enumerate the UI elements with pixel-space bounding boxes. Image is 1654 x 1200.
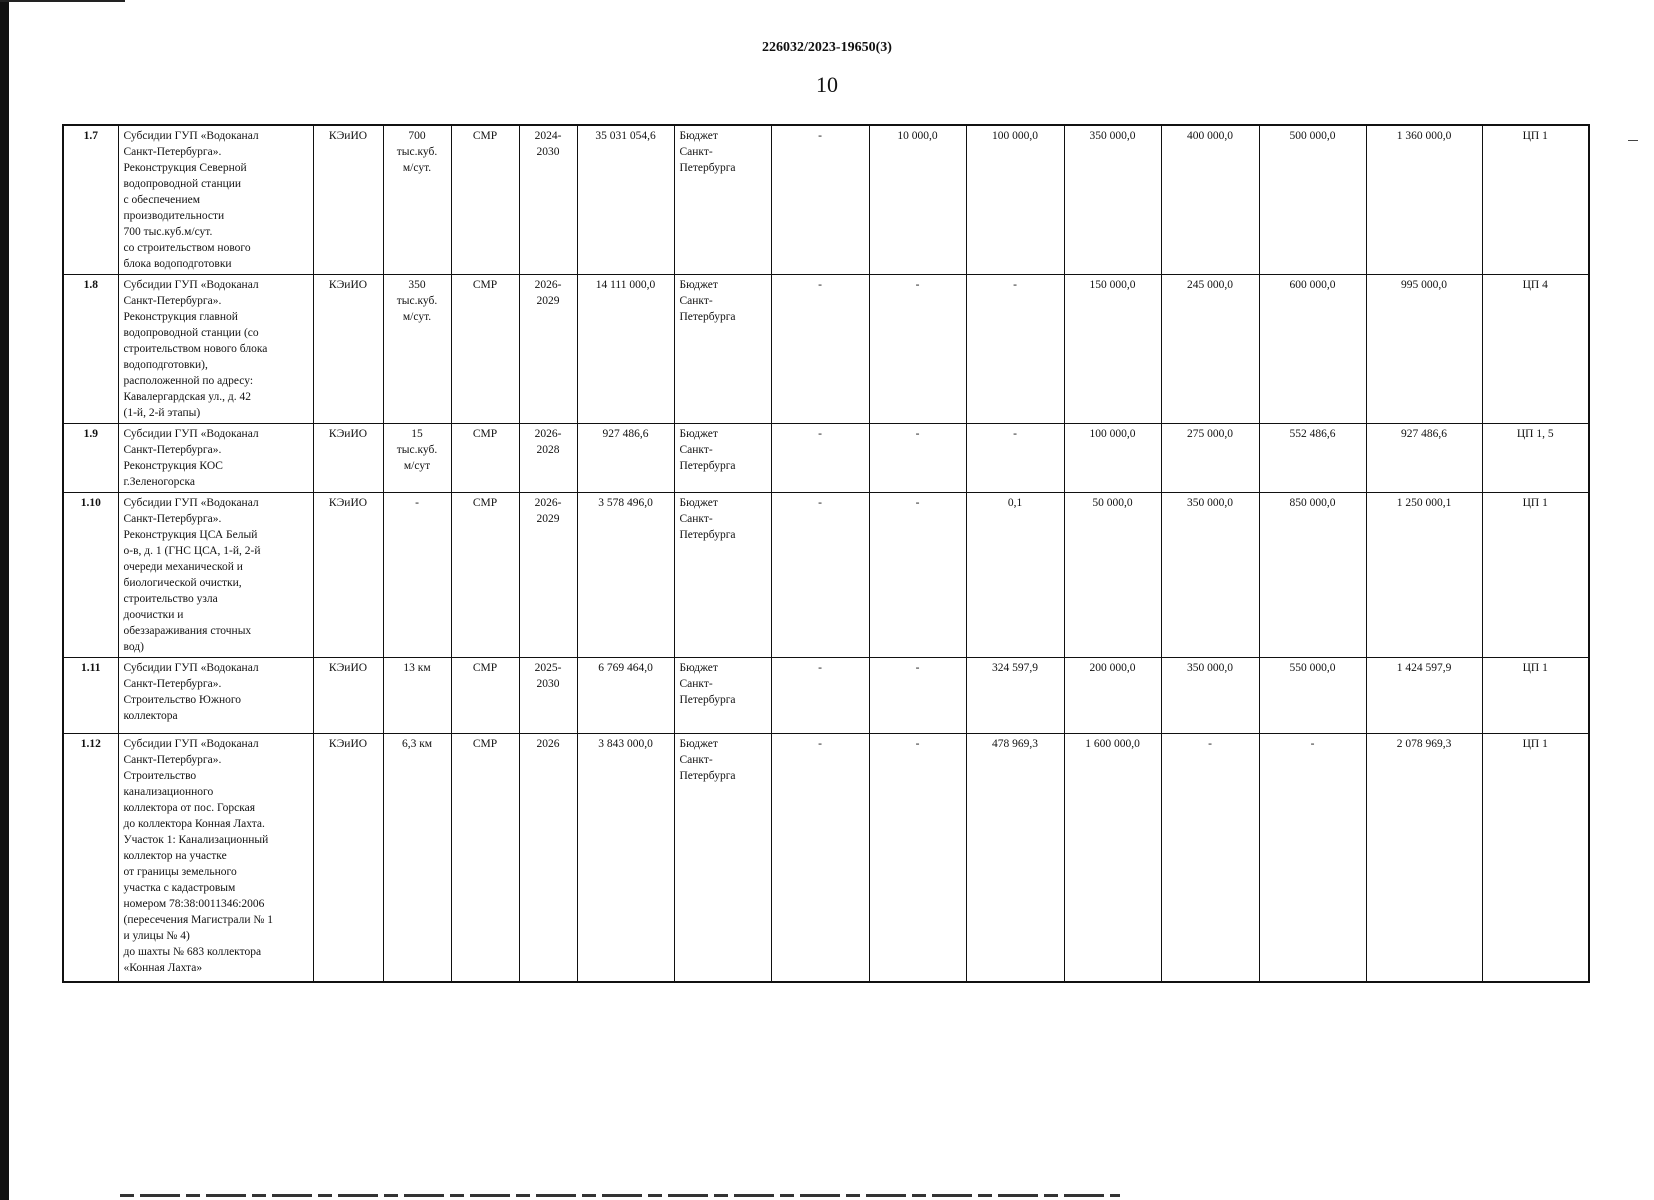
row-value-3: 478 969,3 — [966, 734, 1064, 982]
row-value-4: 1 600 000,0 — [1064, 734, 1161, 982]
row-funding-source: Бюджет Санкт- Петербурга — [674, 275, 771, 424]
row-period: 2025- 2030 — [519, 658, 577, 734]
row-work-type: СМР — [451, 424, 519, 493]
row-period: 2026 — [519, 734, 577, 982]
row-value-3: 100 000,0 — [966, 125, 1064, 275]
row-sum: 995 000,0 — [1366, 275, 1482, 424]
row-work-type: СМР — [451, 275, 519, 424]
row-sum: 1 424 597,9 — [1366, 658, 1482, 734]
row-total-cost: 3 843 000,0 — [577, 734, 674, 982]
row-value-1: - — [771, 275, 869, 424]
scan-side-mark — [1628, 140, 1638, 141]
row-value-6: 850 000,0 — [1259, 493, 1366, 658]
row-value-2: - — [869, 734, 966, 982]
subsidy-table — [62, 124, 1590, 983]
row-value-4: 100 000,0 — [1064, 424, 1161, 493]
row-funding-source: Бюджет Санкт- Петербурга — [674, 658, 771, 734]
row-value-4: 350 000,0 — [1064, 125, 1161, 275]
row-value-4: 200 000,0 — [1064, 658, 1161, 734]
table-row — [63, 125, 1589, 275]
row-work-type: СМР — [451, 658, 519, 734]
row-value-5: 400 000,0 — [1161, 125, 1259, 275]
row-goal: ЦП 1, 5 — [1482, 424, 1589, 493]
row-organization: КЭиИО — [313, 734, 383, 982]
row-sum: 1 250 000,1 — [1366, 493, 1482, 658]
row-work-type: СМР — [451, 734, 519, 982]
row-value-4: 50 000,0 — [1064, 493, 1161, 658]
row-number: 1.11 — [63, 658, 118, 734]
row-value-5: - — [1161, 734, 1259, 982]
row-number: 1.7 — [63, 125, 118, 275]
row-goal: ЦП 1 — [1482, 658, 1589, 734]
row-value-3: - — [966, 275, 1064, 424]
row-value-6: 600 000,0 — [1259, 275, 1366, 424]
row-organization: КЭиИО — [313, 493, 383, 658]
row-capacity: 350 тыс.куб. м/сут. — [383, 275, 451, 424]
row-period: 2024- 2030 — [519, 125, 577, 275]
row-value-1: - — [771, 424, 869, 493]
row-value-2: - — [869, 658, 966, 734]
row-sum: 927 486,6 — [1366, 424, 1482, 493]
row-organization: КЭиИО — [313, 275, 383, 424]
row-value-3: - — [966, 424, 1064, 493]
row-number: 1.8 — [63, 275, 118, 424]
row-funding-source: Бюджет Санкт- Петербурга — [674, 734, 771, 982]
table-row — [63, 658, 1589, 734]
row-organization: КЭиИО — [313, 125, 383, 275]
row-value-5: 245 000,0 — [1161, 275, 1259, 424]
row-period: 2026- 2028 — [519, 424, 577, 493]
row-value-5: 350 000,0 — [1161, 493, 1259, 658]
row-value-4: 150 000,0 — [1064, 275, 1161, 424]
row-period: 2026- 2029 — [519, 493, 577, 658]
row-capacity: 15 тыс.куб. м/сут — [383, 424, 451, 493]
row-work-type: СМР — [451, 125, 519, 275]
row-goal: ЦП 1 — [1482, 493, 1589, 658]
row-total-cost: 35 031 054,6 — [577, 125, 674, 275]
row-work-type: СМР — [451, 493, 519, 658]
row-value-3: 0,1 — [966, 493, 1064, 658]
row-value-2: - — [869, 424, 966, 493]
row-sum: 1 360 000,0 — [1366, 125, 1482, 275]
row-total-cost: 14 111 000,0 — [577, 275, 674, 424]
row-description: Субсидии ГУП «Водоканал Санкт-Петербурга». Реконструкция Северной водопроводной станции с обеспечением производительности 700 тыс.куб.м/сут. со строительством нового блока водоподготовки — [118, 125, 313, 275]
row-description: Субсидии ГУП «Водоканал Санкт-Петербурга». Реконструкция КОС г.Зеленогорска — [118, 424, 313, 493]
row-value-2: - — [869, 493, 966, 658]
row-value-1: - — [771, 734, 869, 982]
row-organization: КЭиИО — [313, 658, 383, 734]
row-value-5: 350 000,0 — [1161, 658, 1259, 734]
row-value-6: - — [1259, 734, 1366, 982]
table-row — [63, 493, 1589, 658]
row-value-1: - — [771, 125, 869, 275]
row-value-1: - — [771, 493, 869, 658]
row-funding-source: Бюджет Санкт- Петербурга — [674, 493, 771, 658]
row-period: 2026- 2029 — [519, 275, 577, 424]
row-number: 1.10 — [63, 493, 118, 658]
row-value-3: 324 597,9 — [966, 658, 1064, 734]
row-capacity: 13 км — [383, 658, 451, 734]
row-value-2: - — [869, 275, 966, 424]
row-goal: ЦП 1 — [1482, 734, 1589, 982]
row-total-cost: 927 486,6 — [577, 424, 674, 493]
row-goal: ЦП 4 — [1482, 275, 1589, 424]
row-description: Субсидии ГУП «Водоканал Санкт-Петербурга». Строительство Южного коллектора — [118, 658, 313, 734]
row-number: 1.12 — [63, 734, 118, 982]
row-description: Субсидии ГУП «Водоканал Санкт-Петербурга». Реконструкция ЦСА Белый о-в, д. 1 (ГНС ЦСА, 1-й, 2-й очереди механической и биологической очистки, строительство узла доочистки и обеззараживания сточных вод) — [118, 493, 313, 658]
row-capacity: 700 тыс.куб. м/сут. — [383, 125, 451, 275]
row-sum: 2 078 969,3 — [1366, 734, 1482, 982]
scan-edge-bar — [0, 0, 9, 1200]
row-capacity: - — [383, 493, 451, 658]
row-funding-source: Бюджет Санкт- Петербурга — [674, 424, 771, 493]
row-value-1: - — [771, 658, 869, 734]
row-description: Субсидии ГУП «Водоканал Санкт-Петербурга». Строительство канализационного коллектора от пос. Горская до коллектора Конная Лахта. Участок 1: Канализационный коллектор на участке от границы земельного участка с кадастровым номером 78:38:0011346:2006 (пересечения Магистрали № 1 и улицы № 4) до шахты № 683 коллектора «Конная Лахта» — [118, 734, 313, 982]
document-number: 226032/2023-19650(3) — [762, 40, 892, 55]
row-funding-source: Бюджет Санкт- Петербурга — [674, 125, 771, 275]
row-capacity: 6,3 км — [383, 734, 451, 982]
row-number: 1.9 — [63, 424, 118, 493]
page-number: 10 — [816, 72, 838, 97]
row-value-6: 500 000,0 — [1259, 125, 1366, 275]
row-total-cost: 6 769 464,0 — [577, 658, 674, 734]
row-value-2: 10 000,0 — [869, 125, 966, 275]
scan-top-mark — [0, 0, 125, 2]
row-description: Субсидии ГУП «Водоканал Санкт-Петербурга». Реконструкция главной водопроводной станции (со строительством нового блока водоподготовки), расположенной по адресу: Кавалергардская ул., д. 42 (1-й, 2-й этапы) — [118, 275, 313, 424]
row-value-6: 552 486,6 — [1259, 424, 1366, 493]
scan-bottom-noise — [120, 1194, 1120, 1197]
row-goal: ЦП 1 — [1482, 125, 1589, 275]
table-row — [63, 424, 1589, 493]
row-value-5: 275 000,0 — [1161, 424, 1259, 493]
row-organization: КЭиИО — [313, 424, 383, 493]
table-row — [63, 275, 1589, 424]
table-row — [63, 734, 1589, 982]
row-total-cost: 3 578 496,0 — [577, 493, 674, 658]
row-value-6: 550 000,0 — [1259, 658, 1366, 734]
